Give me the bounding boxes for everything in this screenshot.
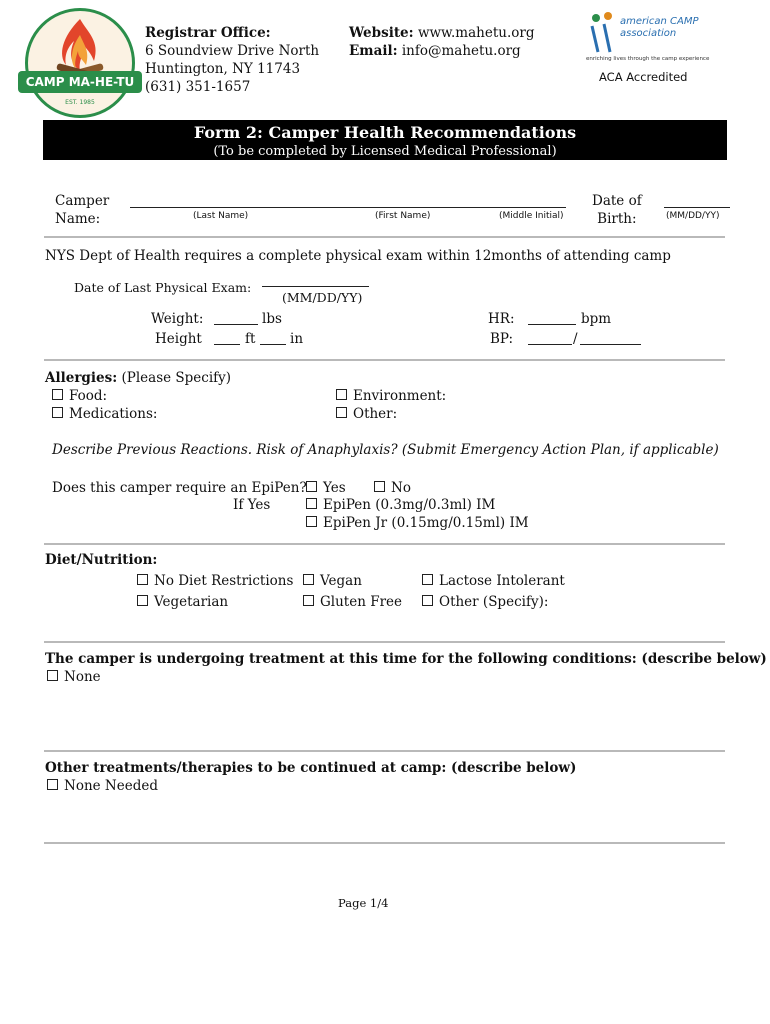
dob-label-line1: Date of [592,193,642,209]
epipen-jr-checkbox[interactable] [306,516,317,527]
form-title: Form 2: Camper Health Recommendations [193,123,577,142]
weight-unit: lbs [262,311,282,327]
height-ft-unit: ft [245,331,256,347]
first-name-caption: (First Name) [375,211,431,221]
height-in-unit: in [290,331,304,347]
height-in-field[interactable] [260,344,286,345]
epipen-adult-option[interactable] [306,496,495,514]
aca-tagline: enriching lives through the camp experience [586,56,710,62]
other-allergy-label: Other: [353,406,398,422]
section-divider [44,750,725,752]
website-link[interactable]: www.mahetu.org [417,25,535,41]
address-line-1: 6 Soundview Drive North [145,43,320,59]
environment-option[interactable] [336,387,446,405]
dob-format-caption: (MM/DD/YY) [666,211,720,221]
epipen-question: Does this camper require an EpiPen? [52,480,307,496]
other-treatments-label: Other treatments/therapies to be continued at camp: (describe below) [45,760,577,776]
email-label: Email: [349,43,398,59]
allergies-heading [45,369,231,387]
treatment-description-area[interactable] [45,690,725,746]
contact-block [349,24,534,60]
phone: (631) 351-1657 [145,79,251,95]
bp-separator: / [573,331,578,347]
vegan-checkbox[interactable] [303,574,314,585]
epipen-yes-option[interactable] [306,479,346,497]
vegan-option[interactable] [303,572,362,590]
hr-field[interactable] [528,324,576,325]
last-exam-format: (MM/DD/YY) [282,290,363,305]
camper-name-label [55,192,109,228]
camper-label-line2: Name: [55,211,101,227]
camper-label-line1: Camper [55,193,110,209]
none-needed-label: None Needed [64,778,158,794]
medications-option[interactable] [52,405,157,423]
form-subtitle: (To be completed by Licensed Medical Professional) [213,144,557,159]
lactose-label: Lactose Intolerant [439,573,565,589]
website-label: Website: [349,25,414,41]
dob-label [592,192,642,228]
epipen-adult-label: EpiPen (0.3mg/0.3ml) IM [323,497,496,513]
no-diet-restrictions-checkbox[interactable] [137,574,148,585]
other-diet-option[interactable] [422,593,548,611]
middle-initial-caption: (Middle Initial) [499,211,564,221]
hr-unit: bpm [581,311,612,327]
epipen-jr-label: EpiPen Jr (0.15mg/0.15ml) IM [323,515,529,531]
no-diet-restrictions-option[interactable] [137,572,293,590]
medications-label: Medications: [69,406,158,422]
dob-label-line2: Birth: [597,211,637,227]
gluten-free-label: Gluten Free [320,594,402,610]
reactions-prompt: Describe Previous Reactions. Risk of Anaphylaxis? (Submit Emergency Action Plan, if applicable) [52,442,719,458]
registrar-block [145,24,319,96]
medications-checkbox[interactable] [52,407,63,418]
height-label: Height [155,331,202,347]
food-checkbox[interactable] [52,389,63,400]
section-divider [44,236,725,238]
treatment-label: The camper is undergoing treatment at this time for the following conditions: (describe below) [45,651,767,667]
allergies-label: Allergies: [45,370,118,386]
no-diet-restrictions-label: No Diet Restrictions [154,573,294,589]
page-number: Page 1/4 [338,896,389,910]
address-line-2: Huntington, NY 11743 [145,61,301,77]
section-divider [44,842,725,844]
logo-text: CAMP MA-HE-TU [25,75,135,89]
weight-field[interactable] [214,324,258,325]
last-exam-field[interactable] [262,286,369,287]
epipen-no-option[interactable] [374,479,411,497]
hr-label: HR: [488,311,515,327]
epipen-adult-checkbox[interactable] [306,498,317,509]
form-title-bar [43,120,727,160]
allergies-note: (Please Specify) [121,370,232,386]
camp-logo [25,8,135,118]
aca-figures-icon [588,12,618,56]
vegetarian-label: Vegetarian [154,594,229,610]
environment-checkbox[interactable] [336,389,347,400]
logo-est: EST. 1985 [65,99,95,106]
email-link[interactable]: info@mahetu.org [401,43,521,59]
other-allergy-checkbox[interactable] [336,407,347,418]
epipen-yes-checkbox[interactable] [306,481,317,492]
weight-label: Weight: [151,311,204,327]
other-diet-checkbox[interactable] [422,595,433,606]
food-option[interactable] [52,387,107,405]
registrar-label: Registrar Office: [145,25,271,41]
aca-logo-text: american CAMP association [620,16,699,39]
food-label: Food: [69,388,108,404]
none-needed-checkbox[interactable] [47,779,58,790]
epipen-yes-label: Yes [323,480,346,496]
physical-requirement: NYS Dept of Health requires a complete physical exam within 12months of attending camp [45,248,671,264]
gluten-free-checkbox[interactable] [303,595,314,606]
diet-label: Diet/Nutrition: [45,552,158,568]
camper-name-field[interactable] [130,207,566,208]
epipen-jr-option[interactable] [306,514,529,532]
treatment-none-checkbox[interactable] [47,670,58,681]
epipen-no-label: No [391,480,411,496]
last-exam-label: Date of Last Physical Exam: [74,280,252,295]
if-yes-label: If Yes [233,497,271,513]
other-allergy-option[interactable] [336,405,397,423]
section-divider [44,543,725,545]
section-divider [44,641,725,643]
bp-diastolic-field[interactable] [580,344,641,345]
aca-accredited: ACA Accredited [599,70,688,84]
other-treatments-description-area[interactable] [45,798,725,838]
vegetarian-checkbox[interactable] [137,595,148,606]
none-needed-option[interactable] [47,777,158,795]
height-ft-field[interactable] [214,344,240,345]
bp-systolic-field[interactable] [528,344,572,345]
treatment-none-label: None [64,669,101,685]
dob-field[interactable] [664,207,730,208]
bp-label: BP: [490,331,514,347]
environment-label: Environment: [353,388,447,404]
other-diet-label: Other (Specify): [439,594,549,610]
lactose-option[interactable] [422,572,565,590]
epipen-no-checkbox[interactable] [374,481,385,492]
vegetarian-option[interactable] [137,593,228,611]
gluten-free-option[interactable] [303,593,402,611]
treatment-none-option[interactable] [47,668,101,686]
last-name-caption: (Last Name) [193,211,249,221]
aca-logo [586,10,710,68]
vegan-label: Vegan [320,573,362,589]
section-divider [44,359,725,361]
lactose-checkbox[interactable] [422,574,433,585]
